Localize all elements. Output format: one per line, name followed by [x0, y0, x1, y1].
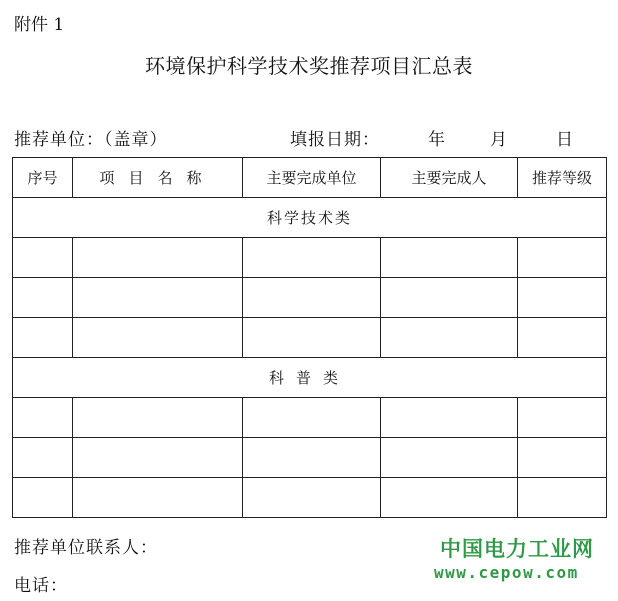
- watermark-text: 中国电力工业网: [440, 537, 594, 561]
- table-cell[interactable]: [13, 318, 73, 358]
- table-cell[interactable]: [381, 318, 518, 358]
- table-cell[interactable]: [243, 238, 381, 278]
- table-cell[interactable]: [243, 438, 381, 478]
- table-row: [13, 438, 607, 478]
- section-popular-science: 科普类: [13, 358, 607, 398]
- table-cell[interactable]: [73, 398, 243, 438]
- table-cell[interactable]: [73, 278, 243, 318]
- section-row-science: [13, 198, 607, 238]
- watermark-url: www.cepow.com: [434, 563, 579, 582]
- table-cell[interactable]: [381, 438, 518, 478]
- table-cell[interactable]: [518, 278, 607, 318]
- table-cell[interactable]: [243, 318, 381, 358]
- recommend-unit-label: 推荐单位：（盖章）: [14, 130, 168, 150]
- table-row: [13, 278, 607, 318]
- section-row-popular-science: [13, 358, 607, 398]
- date-year-label: 年: [428, 130, 445, 150]
- page-title: 环境保护科学技术奖推荐项目汇总表: [145, 54, 473, 78]
- header-project-name: 项目名称: [73, 158, 243, 198]
- table-row: [13, 478, 607, 518]
- table-cell[interactable]: [13, 278, 73, 318]
- date-month-label: 月: [490, 130, 507, 150]
- attachment-label: 附件 1: [14, 15, 65, 35]
- summary-table: [12, 157, 607, 518]
- table-cell[interactable]: [73, 318, 243, 358]
- header-serial: 序号: [13, 158, 73, 198]
- table-cell[interactable]: [518, 318, 607, 358]
- table-cell[interactable]: [381, 478, 518, 518]
- table-cell[interactable]: [13, 398, 73, 438]
- table-cell[interactable]: [243, 478, 381, 518]
- table-cell[interactable]: [381, 278, 518, 318]
- contact-label: 推荐单位联系人：: [14, 538, 158, 558]
- table-cell[interactable]: [518, 438, 607, 478]
- table-cell[interactable]: [73, 478, 243, 518]
- table-row: [13, 318, 607, 358]
- phone-label: 电话：: [14, 576, 68, 596]
- fill-date-label: 填报日期：: [290, 130, 380, 150]
- header-main-unit: 主要完成单位: [243, 158, 381, 198]
- table-cell[interactable]: [13, 238, 73, 278]
- table-row: [13, 398, 607, 438]
- table-cell[interactable]: [518, 478, 607, 518]
- table-cell[interactable]: [243, 398, 381, 438]
- table-cell[interactable]: [73, 238, 243, 278]
- table-cell[interactable]: [13, 478, 73, 518]
- table-cell[interactable]: [13, 438, 73, 478]
- table-cell[interactable]: [381, 238, 518, 278]
- table-row: [13, 238, 607, 278]
- header-main-person: 主要完成人: [381, 158, 518, 198]
- section-science-tech: 科学技术类: [13, 198, 607, 238]
- table-cell[interactable]: [518, 398, 607, 438]
- table-cell[interactable]: [73, 438, 243, 478]
- table-cell[interactable]: [381, 398, 518, 438]
- table-cell[interactable]: [243, 278, 381, 318]
- table-header-row: [13, 158, 607, 198]
- table-cell[interactable]: [518, 238, 607, 278]
- header-recommend-level: 推荐等级: [518, 158, 607, 198]
- date-day-label: 日: [556, 130, 573, 150]
